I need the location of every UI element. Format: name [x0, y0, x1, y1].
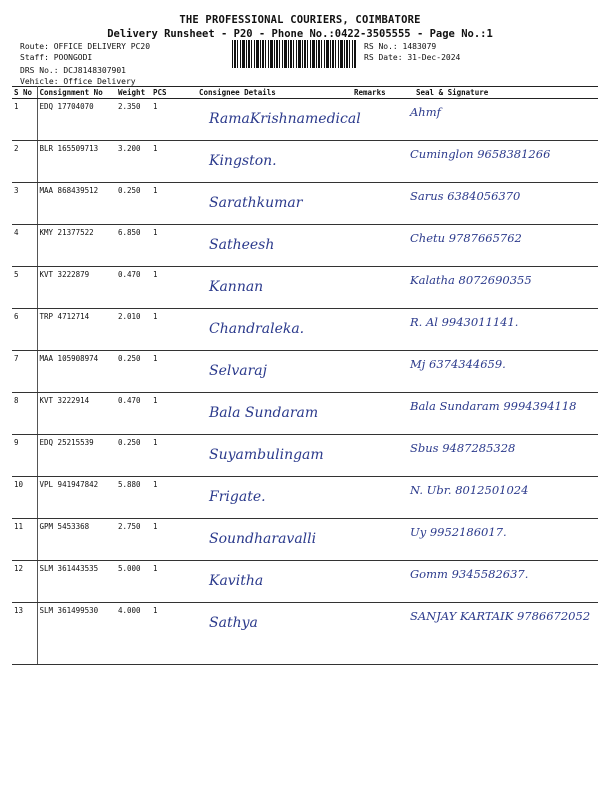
- row-consignment-no: TRP 4712714: [37, 309, 116, 351]
- row-weight: 2.750: [116, 519, 151, 561]
- handwritten-signature: Cuminglon 9658381266: [410, 147, 551, 161]
- handwritten-consignee-name: Kannan: [209, 279, 264, 295]
- handwritten-signature: Ahmf: [410, 105, 441, 119]
- row-consignment-no: SLM 361443535: [37, 561, 116, 603]
- col-weight: Weight: [116, 87, 151, 99]
- col-pcs: PCS: [151, 87, 197, 99]
- row-pcs: 1: [151, 267, 197, 309]
- rs-date: RS Date: 31-Dec-2024: [364, 53, 461, 62]
- row-pcs: 1: [151, 99, 197, 141]
- row-seal-signature: [404, 477, 598, 519]
- handwritten-consignee-name: RamaKrishnamedical: [209, 111, 361, 127]
- vehicle-field: Vehicle: Office Delivery: [20, 77, 136, 86]
- row-seal-signature: [404, 141, 598, 183]
- row-remarks: [352, 183, 404, 225]
- row-seal-signature: [404, 435, 598, 477]
- row-consignee-details: [197, 225, 352, 267]
- row-weight: 5.880: [116, 477, 151, 519]
- route-details: [20, 41, 150, 87]
- handwritten-consignee-name: Sathya: [209, 615, 258, 631]
- col-consignment: Consignment No: [37, 87, 116, 99]
- row-consignee-details: [197, 393, 352, 435]
- row-pcs: 1: [151, 603, 197, 665]
- row-seal-signature: [404, 561, 598, 603]
- row-seal-signature: [404, 183, 598, 225]
- row-consignee-details: [197, 99, 361, 141]
- row-sno: 11: [12, 519, 37, 561]
- handwritten-signature: Chetu 9787665762: [410, 231, 522, 245]
- company-title: THE PROFESSIONAL COURIERS, COIMBATORE: [179, 14, 421, 26]
- row-pcs: 1: [151, 225, 197, 267]
- row-pcs: 1: [151, 519, 197, 561]
- runsheet-subtitle: Delivery Runsheet - P20 - Phone No.:0422-3505555 - Page No.:1: [107, 28, 493, 40]
- row-consignment-no: EDQ 25215539: [37, 435, 116, 477]
- table-row: [12, 99, 598, 141]
- row-seal-signature: [404, 351, 598, 393]
- row-seal-signature: [404, 225, 598, 267]
- row-pcs: 1: [151, 393, 197, 435]
- row-sno: 5: [12, 267, 37, 309]
- row-remarks: [352, 393, 404, 435]
- table-row: [12, 267, 598, 309]
- handwritten-consignee-name: Selvaraj: [209, 363, 267, 379]
- row-weight: 0.250: [116, 435, 151, 477]
- col-remarks: Remarks: [352, 87, 404, 99]
- col-sno: S No: [12, 87, 37, 99]
- row-remarks: [352, 435, 404, 477]
- row-weight: 4.000: [116, 603, 151, 665]
- row-remarks: [352, 477, 404, 519]
- row-sno: 12: [12, 561, 37, 603]
- handwritten-signature: Sarus 6384056370: [410, 189, 521, 203]
- row-pcs: 1: [151, 477, 197, 519]
- row-remarks: [352, 351, 404, 393]
- table-row: [12, 351, 598, 393]
- table-row: [12, 561, 598, 603]
- row-pcs: 1: [151, 141, 197, 183]
- table-row: [12, 309, 598, 351]
- row-consignee-details: [197, 603, 352, 665]
- rs-details: [364, 41, 460, 63]
- row-sno: 9: [12, 435, 37, 477]
- table-header-row: [12, 87, 598, 99]
- table-row: [12, 435, 598, 477]
- handwritten-consignee-name: Soundharavalli: [209, 531, 317, 547]
- table-row: [12, 519, 598, 561]
- handwritten-signature: Mj 6374344659.: [410, 357, 506, 371]
- col-consignee: Consignee Details: [197, 87, 352, 99]
- row-consignment-no: GPM 5453368: [37, 519, 116, 561]
- row-seal-signature: [404, 309, 598, 351]
- col-seal-signature: Seal & Signature: [404, 87, 598, 99]
- row-consignee-details: [197, 477, 352, 519]
- row-sno: 6: [12, 309, 37, 351]
- row-remarks: [352, 141, 404, 183]
- row-seal-signature: [404, 393, 598, 435]
- row-sno: 4: [12, 225, 37, 267]
- row-weight: 0.470: [116, 393, 151, 435]
- row-consignment-no: SLM 361499530: [37, 603, 116, 665]
- route-field: Route: OFFICE DELIVERY PC20: [20, 42, 151, 51]
- rs-number: RS No.: 1483079: [364, 42, 437, 51]
- row-sno: 7: [12, 351, 37, 393]
- handwritten-consignee-name: Frigate.: [209, 489, 266, 505]
- handwritten-consignee-name: Chandraleka.: [209, 321, 305, 337]
- handwritten-signature: R. Al 9943011141.: [410, 315, 519, 329]
- row-remarks: [352, 603, 404, 665]
- row-remarks: [352, 267, 404, 309]
- row-weight: 2.350: [116, 99, 151, 141]
- handwritten-signature: Sbus 9487285328: [410, 441, 516, 455]
- barcode: [232, 40, 356, 68]
- handwritten-signature: Uy 9952186017.: [410, 525, 507, 539]
- row-sno: 10: [12, 477, 37, 519]
- table-row: [12, 141, 598, 183]
- handwritten-consignee-name: Suyambulingam: [209, 447, 324, 463]
- row-consignee-details: [197, 267, 352, 309]
- handwritten-consignee-name: Kingston.: [209, 153, 277, 169]
- row-weight: 0.470: [116, 267, 151, 309]
- row-consignment-no: BLR 165509713: [37, 141, 116, 183]
- row-weight: 6.850: [116, 225, 151, 267]
- handwritten-signature: SANJAY KARTAIK 9786672052: [410, 609, 591, 623]
- handwritten-consignee-name: Sarathkumar: [209, 195, 303, 211]
- row-remarks: [352, 519, 404, 561]
- row-remarks: [352, 225, 404, 267]
- row-sno: 13: [12, 603, 37, 665]
- table-row: [12, 225, 598, 267]
- row-pcs: 1: [151, 183, 197, 225]
- row-remarks: [352, 309, 404, 351]
- drs-field: DRS No.: DCJ8148307901: [20, 66, 126, 75]
- row-consignee-details: [197, 519, 352, 561]
- row-sno: 8: [12, 393, 37, 435]
- row-consignment-no: MAA 868439512: [37, 183, 116, 225]
- row-sno: 3: [12, 183, 37, 225]
- row-pcs: 1: [151, 351, 197, 393]
- row-weight: 0.250: [116, 183, 151, 225]
- handwritten-consignee-name: Kavitha: [209, 573, 264, 589]
- handwritten-signature: Gomm 9345582637.: [410, 567, 529, 581]
- row-consignment-no: EDQ 17704070: [37, 99, 116, 141]
- row-consignee-details: [197, 183, 352, 225]
- handwritten-signature: N. Ubr. 8012501024: [410, 483, 529, 497]
- row-pcs: 1: [151, 309, 197, 351]
- row-pcs: 1: [151, 561, 197, 603]
- handwritten-signature: Kalatha 8072690355: [410, 273, 532, 287]
- row-sno: 1: [12, 99, 37, 141]
- row-consignee-details: [197, 141, 352, 183]
- row-consignment-no: KVT 3222879: [37, 267, 116, 309]
- row-consignee-details: [197, 351, 352, 393]
- row-consignee-details: [197, 561, 352, 603]
- row-consignment-no: KVT 3222914: [37, 393, 116, 435]
- handwritten-consignee-name: Bala Sundaram: [209, 405, 319, 421]
- row-consignment-no: MAA 105908974: [37, 351, 116, 393]
- row-weight: 2.010: [116, 309, 151, 351]
- row-consignee-details: [197, 435, 352, 477]
- row-seal-signature: [404, 603, 598, 665]
- row-sno: 2: [12, 141, 37, 183]
- row-pcs: 1: [151, 435, 197, 477]
- row-remarks: [352, 561, 404, 603]
- row-seal-signature: [404, 99, 598, 141]
- row-consignment-no: KMY 21377522: [37, 225, 116, 267]
- table-row: [12, 603, 598, 665]
- row-consignment-no: VPL 941947842: [37, 477, 116, 519]
- row-consignee-details: [197, 309, 352, 351]
- table-row: [12, 477, 598, 519]
- row-weight: 0.250: [116, 351, 151, 393]
- staff-field: Staff: POONGODI: [20, 53, 93, 62]
- runsheet-table: [12, 86, 598, 665]
- table-row: [12, 183, 598, 225]
- row-seal-signature: [404, 267, 598, 309]
- row-weight: 3.200: [116, 141, 151, 183]
- handwritten-signature: Bala Sundaram 9994394118: [410, 399, 577, 413]
- table-row: [12, 393, 598, 435]
- row-weight: 5.000: [116, 561, 151, 603]
- row-seal-signature: [404, 519, 598, 561]
- handwritten-consignee-name: Satheesh: [209, 237, 275, 253]
